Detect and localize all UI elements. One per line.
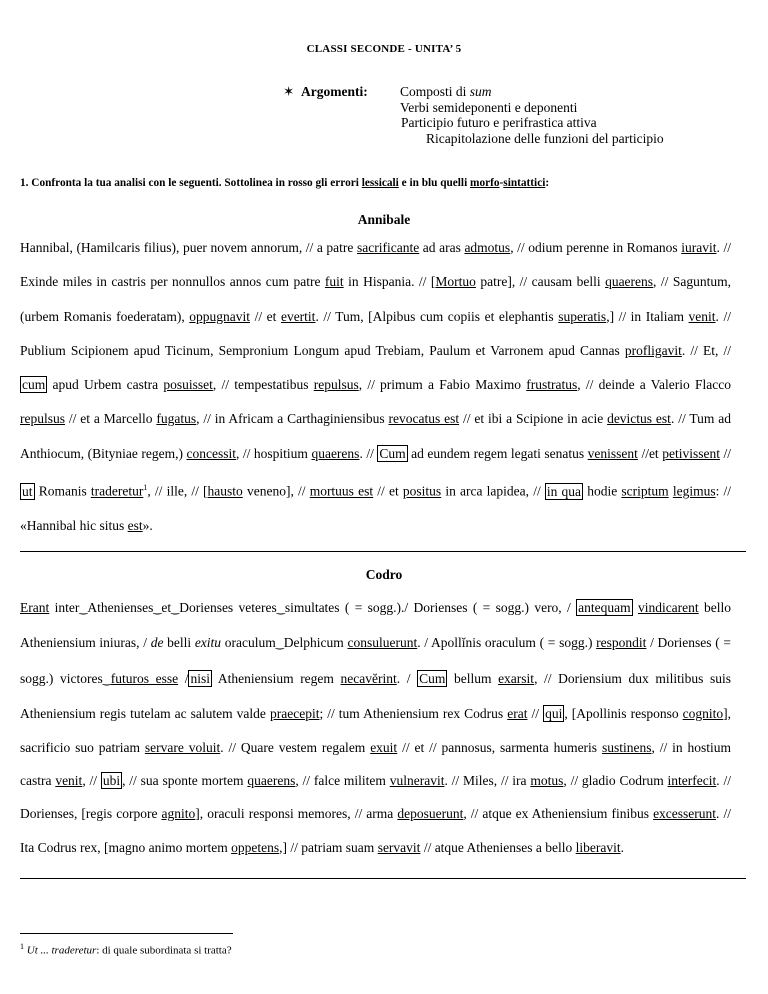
boxed-word: in qua xyxy=(546,483,582,499)
section-divider xyxy=(20,878,746,879)
page-title: CLASSI SECONDE - UNITA’ 5 xyxy=(306,43,462,55)
section-title-annibale: Annibale xyxy=(357,212,411,227)
footnote-ref[interactable]: 1 xyxy=(143,483,148,493)
boxed-word: ut xyxy=(22,483,33,499)
topics-label: Argomenti: xyxy=(301,84,368,99)
topic-item-text: Composti di sum xyxy=(400,84,492,99)
topic-item: Participio futuro e perifrastica attiva xyxy=(401,115,597,130)
footnote-ref-text: Ut ... traderetur xyxy=(26,944,97,957)
topic-item xyxy=(400,84,664,100)
footnote xyxy=(20,942,232,957)
topic-item: Ricapitolazione delle funzioni del participio xyxy=(426,130,664,146)
codro-text: Erant inter‿Athenienses‿et‿Dorienses veteres‿simultates ( = sogg.)./ Dorienses ( = sogg.) vero, / antequam vindicarent bello Atheniensium iniuras, / de belli exitu oraculum‿Delphicum consuluerunt. / Apollĭnis oraculum ( = sogg.) respondit / Dorienses ( = sogg.) victores‿futuros esse / nisi Atheniensium regem necavĕrint. / Cum bellum exarsit, // Doriensium dux militibus suis Atheniensium regis tutelam ac salutem valde praecepit; // tum Atheniensium rex Codrus erat // qui , [Apollinis responso cognito], sacrificio suo patriam servare voluit. // Quare vestem regalem exuit // et // pannosus, sarmenta humeris sustinens, // in hostium castra venit, // ubi , // sua sponte mortem quaerens, // falce militem vulneravit. // Miles, // ira motus, // gladio Codrum interfecit. // Dorienses, [regis corpore agnito], oraculi responsi memores, // arma deposuerunt, // atque ex Atheniensium finibus excesserunt. // Ita Codrus rex, [magno animo mortem oppetens,] // patriam suam servavit // atque Athenienses a bello liberavit. xyxy=(20,600,732,855)
topics-list xyxy=(400,84,664,146)
star-bullet-icon: ✶ xyxy=(283,84,295,99)
boxed-word: Cum xyxy=(419,670,446,686)
boxed-word: qui xyxy=(545,706,563,722)
annibale-text: Hannibal, (Hamilcaris filius), puer novem annorum, // a patre sacrificante ad aras admotus, // odium perenne in Romanos iuravit. // Exinde miles in castris per nonnullos annos cum patre fuit in Hispania. // [Mortuo patre], // causam belli quaerens, // Saguntum, (urbem Romanis foederatam), oppugnavit // et evertit. // Tum, [Alpibus cum copiis et elephantis superatis,] // in Italiam venit. // Publium Scipionem apud Ticinum, Sempronium Longum apud Trebiam, Paulum et Varronem apud Cannas profligavit. // Et, // cum apud Urbem castra posuisset, // tempestatibus repulsus, // primum a Fabio Maximo frustratus, // deinde a Valerio Flacco repulsus // et a Marcello fugatus, // in Africam a Carthaginiensibus revocatus est // et ibi a Scipione in acie devictus est. // Tum ad Anthiocum, (Bityniae regem,) concessit, // hospitium quaerens. // Cum ad eundem regem legati senatus venissent //et petivissent // ut Romanis traderetur$^1$, // ille, // [hausto veneno], // mortuus est // et positus in arca lapidea, // in qua hodie scriptum legimus: // «Hannibal hic situs est». xyxy=(20,240,732,533)
boxed-word: nisi xyxy=(190,670,210,686)
boxed-word: ubi xyxy=(102,773,121,789)
exercise-instruction: 1. Confronta la tua analisi con le seguenti. Sottolinea in rosso gli errori lessicali e in blu quelli morfo-sintattici: xyxy=(20,177,550,189)
boxed-word: cum xyxy=(22,377,46,393)
footnote-number: 1 xyxy=(20,942,24,951)
section-divider xyxy=(20,551,746,552)
section-title-codro: Codro xyxy=(365,567,403,582)
boxed-word: Cum xyxy=(379,445,406,461)
footnote-separator xyxy=(20,933,233,934)
footnote-text: : di quale subordinata si tratta? xyxy=(96,944,232,957)
topic-item: Verbi semideponenti e deponenti xyxy=(400,99,578,115)
boxed-word: antequam xyxy=(578,600,631,615)
